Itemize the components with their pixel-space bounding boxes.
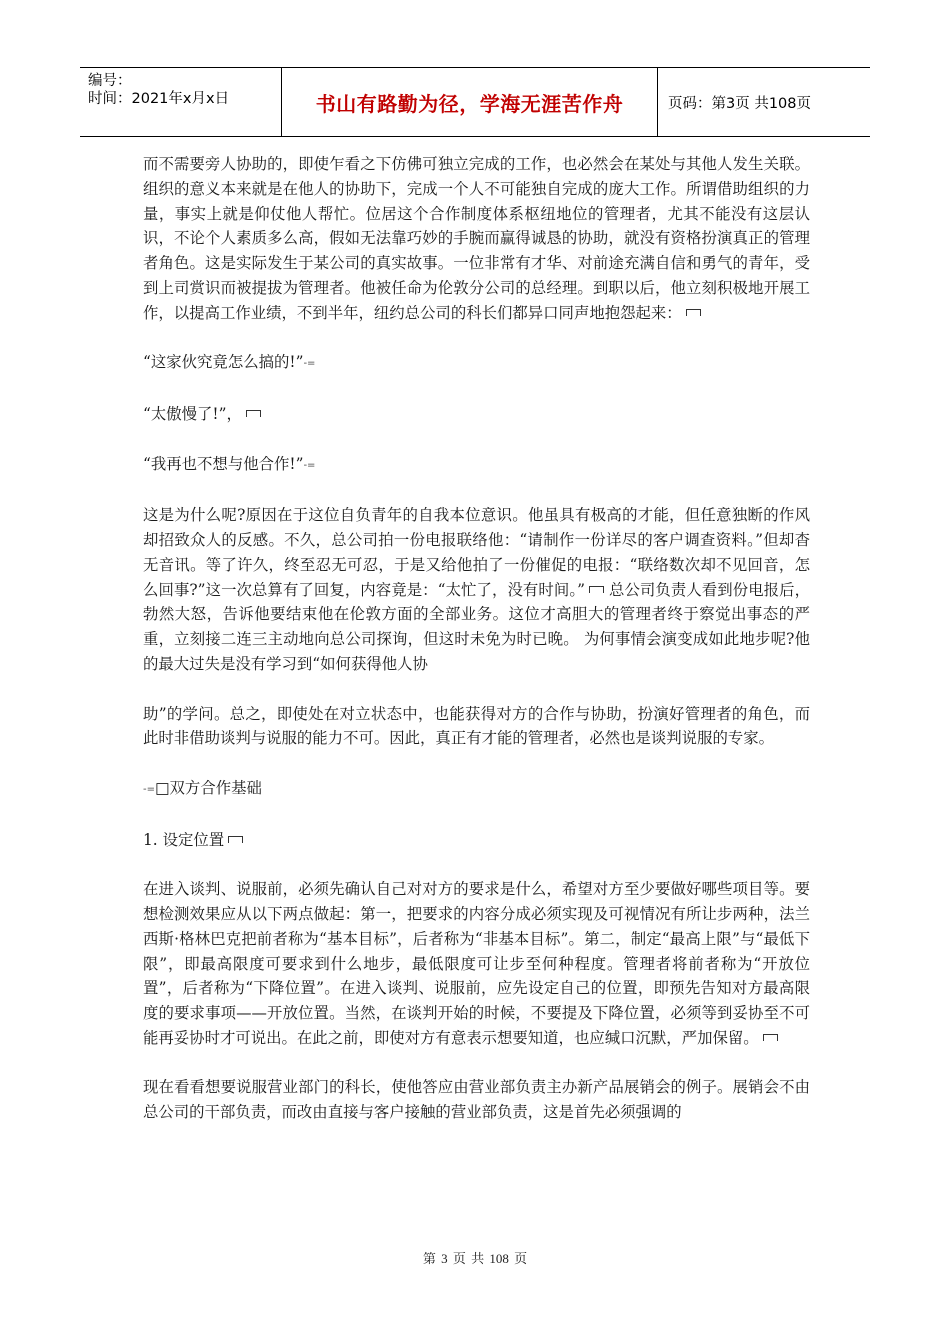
- paragraph: [143, 152, 810, 326]
- quote-tail: -=: [303, 459, 316, 471]
- paragraph: [143, 503, 810, 677]
- line-break-mark-icon: [686, 309, 701, 316]
- header-motto: 书山有路勤为径，学海无涯苦作舟: [282, 68, 658, 136]
- line-break-mark-icon: [228, 836, 243, 843]
- paragraph-text: 现在看看想要说服营业部门的科长，使他答应由营业部负责主办新产品展销会的例子。展销会不由总公司的干部负责，而改由直接与客户接触的营业部负责，这是首先必须强调的: [143, 1078, 810, 1122]
- quote-line: [143, 350, 810, 377]
- paragraph-text: 总公司负责人看到份电报后，勃然大怒，告诉他要结束他在伦敦方面的全部业务。这位才高胆大的管理者终于察觉出事态的严重，立刻接二连三主动地向总公司探询，但这时未免为时已晚。 为何事情会演变成如此地步呢?他的最大过失是没有学习到“如何获得他人协: [143, 580, 810, 673]
- paragraph: [143, 1075, 810, 1125]
- quote-text: “太傲慢了!”，: [143, 404, 242, 423]
- header-page-label: 页码：第3页 共108页: [668, 95, 812, 112]
- document-time-label: 时间：2021年x月x日: [88, 91, 230, 107]
- paragraph-text: 而不需要旁人协助的，即使乍看之下仿佛可独立完成的工作，也必然会在某处与其他人发生关联。组织的意义本来就是在他人的协助下，完成一个人不可能独自完成的庞大工作。所谓借助组织的力量，事实上就是仰仗他人帮忙。位居这个合作制度体系枢纽地位的管理者，尤其不能没有这层认识，不论个人素质多么高，假如无法靠巧妙的手腕而赢得诚恳的协助，就没有资格扮演真正的管理者角色。这是实际发生于某公司的真实故事。一位非常有才华、对前途充满自信和勇气的青年，受到上司赏识而被提拔为管理者。他被任命为伦敦分公司的总经理。到职以后，他立刻积极地开展工作，以提高工作业绩，不到半年，纽约总公司的科长们都异口同声地抱怨起来：: [143, 155, 810, 322]
- quote-line: [143, 402, 810, 427]
- quote-text: “我再也不想与他合作!”: [143, 454, 304, 473]
- line-break-mark-icon: [763, 1034, 778, 1041]
- paragraph: [143, 877, 810, 1051]
- line-break-mark-icon: [246, 410, 261, 417]
- section-title: □双方合作基础: [155, 778, 262, 797]
- page-header: [80, 67, 870, 137]
- subsection-heading: [143, 828, 810, 853]
- paragraph-text: 在进入谈判、说服前，必须先确认自己对对方的要求是什么，希望对方至少要做好哪些项目等。要想检测效果应从以下两点做起：第一，把要求的内容分成必须实现及可视情况有所让步两种，法兰西斯·格林巴克把前者称为“基本目标”，后者称为“非基本目标”。第二，制定“最高上限”与“最低下限”，即最高限度可要求到什么地步，最低限度可让步至何种程度。管理者将前者称为“开放位置”，后者称为“下降位置”。在进入谈判、说服前，应先设定自己的位置，即预先告知对方最高限度的要求事项——开放位置。当然，在谈判开始的时候，不要提及下降位置，必须等到妥协至不可能再妥协时才可说出。在此之前，即使对方有意表示想要知道，也应缄口沉默，严加保留。: [143, 880, 810, 1047]
- section-heading: [143, 776, 810, 803]
- line-break-mark-icon: [589, 586, 604, 593]
- page-footer: 第 3 页 共 108 页: [422, 1251, 528, 1266]
- subsection-title: 1. 设定位置: [143, 830, 225, 849]
- quote-tail: -=: [303, 358, 316, 370]
- document-body: [143, 152, 810, 1125]
- paragraph-text: 助”的学问。总之，即使处在对立状态中，也能获得对方的合作与协助，扮演好管理者的角色，而此时非借助谈判与说服的能力不可。因此，真正有才能的管理者，必然也是谈判说服的专家。: [143, 704, 810, 748]
- header-meta: [80, 68, 282, 136]
- quote-line: [143, 452, 810, 479]
- quote-text: “这家伙究竟怎么搞的!”: [143, 353, 304, 372]
- paragraph: [143, 702, 810, 752]
- document-number-label: 编号：: [88, 73, 132, 89]
- section-prefix: -=: [143, 783, 155, 795]
- paragraph-text: 这是为什么呢?原因在于这位自负青年的自我本位意识。他虽具有极高的才能，但任意独断的作风却招致众人的反感。不久，总公司拍一份电报联络他：“请制作一份详尽的客户调查资料。”但却杳无音讯。等了许久，终至忍无可忍，于是又给他拍了一份催促的电报：“联络数次却不见回音，怎么回事?”这一次总算有了回复，内容竟是：“太忙了，没有时间。”: [143, 506, 810, 599]
